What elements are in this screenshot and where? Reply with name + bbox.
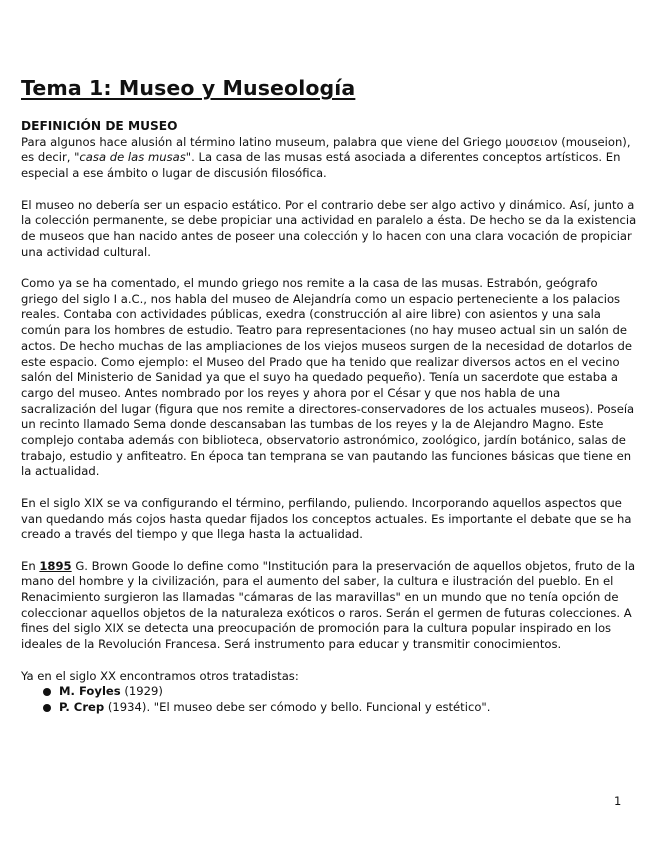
author-detail: (1934). "El museo debe ser cómodo y bello. Funcional y estético". — [104, 699, 491, 714]
author-name: P. Crep — [59, 699, 105, 714]
paragraph-6: Ya en el siglo XX encontramos otros tratadistas: — [21, 668, 299, 683]
bullet-icon — [43, 688, 51, 696]
list-item — [43, 684, 638, 700]
paragraph-5-text-b: G. Brown Goode lo define como "Institución para la preservación de aquellos objetos, fruto de la mano del hombre y la civilización, para el aumento del saber, la cultura e ilustración del pueblo. En el Renacimiento surgieron las llamadas "cámaras de las maravillas" en un mundo que no tenía opción de coleccionar aquellos objetos de la naturaleza exóticos o raros. Serán el germen de futuras colecciones. A fines del siglo XIX se detecta una preocupación de promoción para la cultura popular inspirado en los ideales de la Revolución Francesa. Será instrumento para educar y transmitir conocimientos. — [21, 558, 636, 652]
document-body — [21, 119, 638, 716]
paragraph-5-text-a: En — [21, 558, 40, 573]
year-1895: 1895 — [39, 558, 72, 573]
author-detail: (1929) — [120, 684, 163, 699]
authors-list — [21, 684, 638, 715]
paragraph-4: En el siglo XIX se va configurando el término, perfilando, puliendo. Incorporando aquellos aspectos que van quedando más cojos hasta quedar fijados los conceptos actuales. Es importante el debate que se ha creado a través del tiempo y que llega hasta la actualidad. — [21, 495, 632, 542]
paragraph-1 — [21, 135, 638, 182]
section-heading: DEFINICIÓN DE MUSEO — [21, 119, 178, 133]
paragraph-1-italic: "casa de las musas" — [74, 150, 192, 165]
bullet-icon — [43, 704, 51, 712]
paragraph-3: Como ya se ha comentado, el mundo griego nos remite a la casa de las musas. Estrabón, geógrafo griego del siglo I a.C., nos habla del museo de Alejandría como un espacio perteneciente a los palacios reales. Contaba con actividades públicas, exedra (construcción al aire libre) con asientos y una sala común para los hombres de estudio. Teatro para representaciones (no hay museo actual sin un salón de actos. De hecho muchas de las ampliaciones de los viejos museos surgen de la necesidad de dotarlos de este espacio. Como ejemplo: el Museo del Prado que ha tenido que realizar diversos actos en el vecino salón del Ministerio de Sanidad ya que el suyo ha quedado pequeño). Tenía un sacerdote que estaba a cargo del museo. Antes nombrado por los reyes y ahora por el César y que nos habla de una sacralización del lugar (figura que nos remite a directores-conservadores de los actuales museos). Poseía un recinto llamado Sema donde descansaban las tumbas de los reyes y la de Alejandro Magno. Este complejo contaba además con biblioteca, observatorio astronómico, zoológico, jardín botánico, salas de trabajo, estudio y anfiteatro. En época tan temprana se van pautando las funciones básicas que tiene en la actualidad. — [21, 276, 635, 479]
author-name: M. Foyles — [59, 684, 121, 699]
paragraph-1-text-b: . La casa de las musas está asociada a diferentes conceptos artísticos. En especial a ese ámbito o lugar de discusión filosófica. — [21, 150, 621, 181]
list-item — [43, 700, 638, 716]
paragraph-1-text-a: Para algunos hace alusión al término latino museum, palabra que viene del Griego μουσειον (mouseion), es decir, — [21, 134, 631, 165]
paragraph-5 — [21, 559, 638, 653]
paragraph-2: El museo no debería ser un espacio estático. Por el contrario debe ser algo activo y dinámico. Así, junto a la colección permanente, se debe propiciar una actividad en paralelo a ésta. De hecho se da la existencia de museos que han nacido antes de poseer una colección y lo hacen con una clara vocación de propiciar una actividad cultural. — [21, 197, 637, 259]
page-title: Tema 1: Museo y Museología — [21, 76, 356, 100]
page-number: 1 — [614, 794, 622, 808]
